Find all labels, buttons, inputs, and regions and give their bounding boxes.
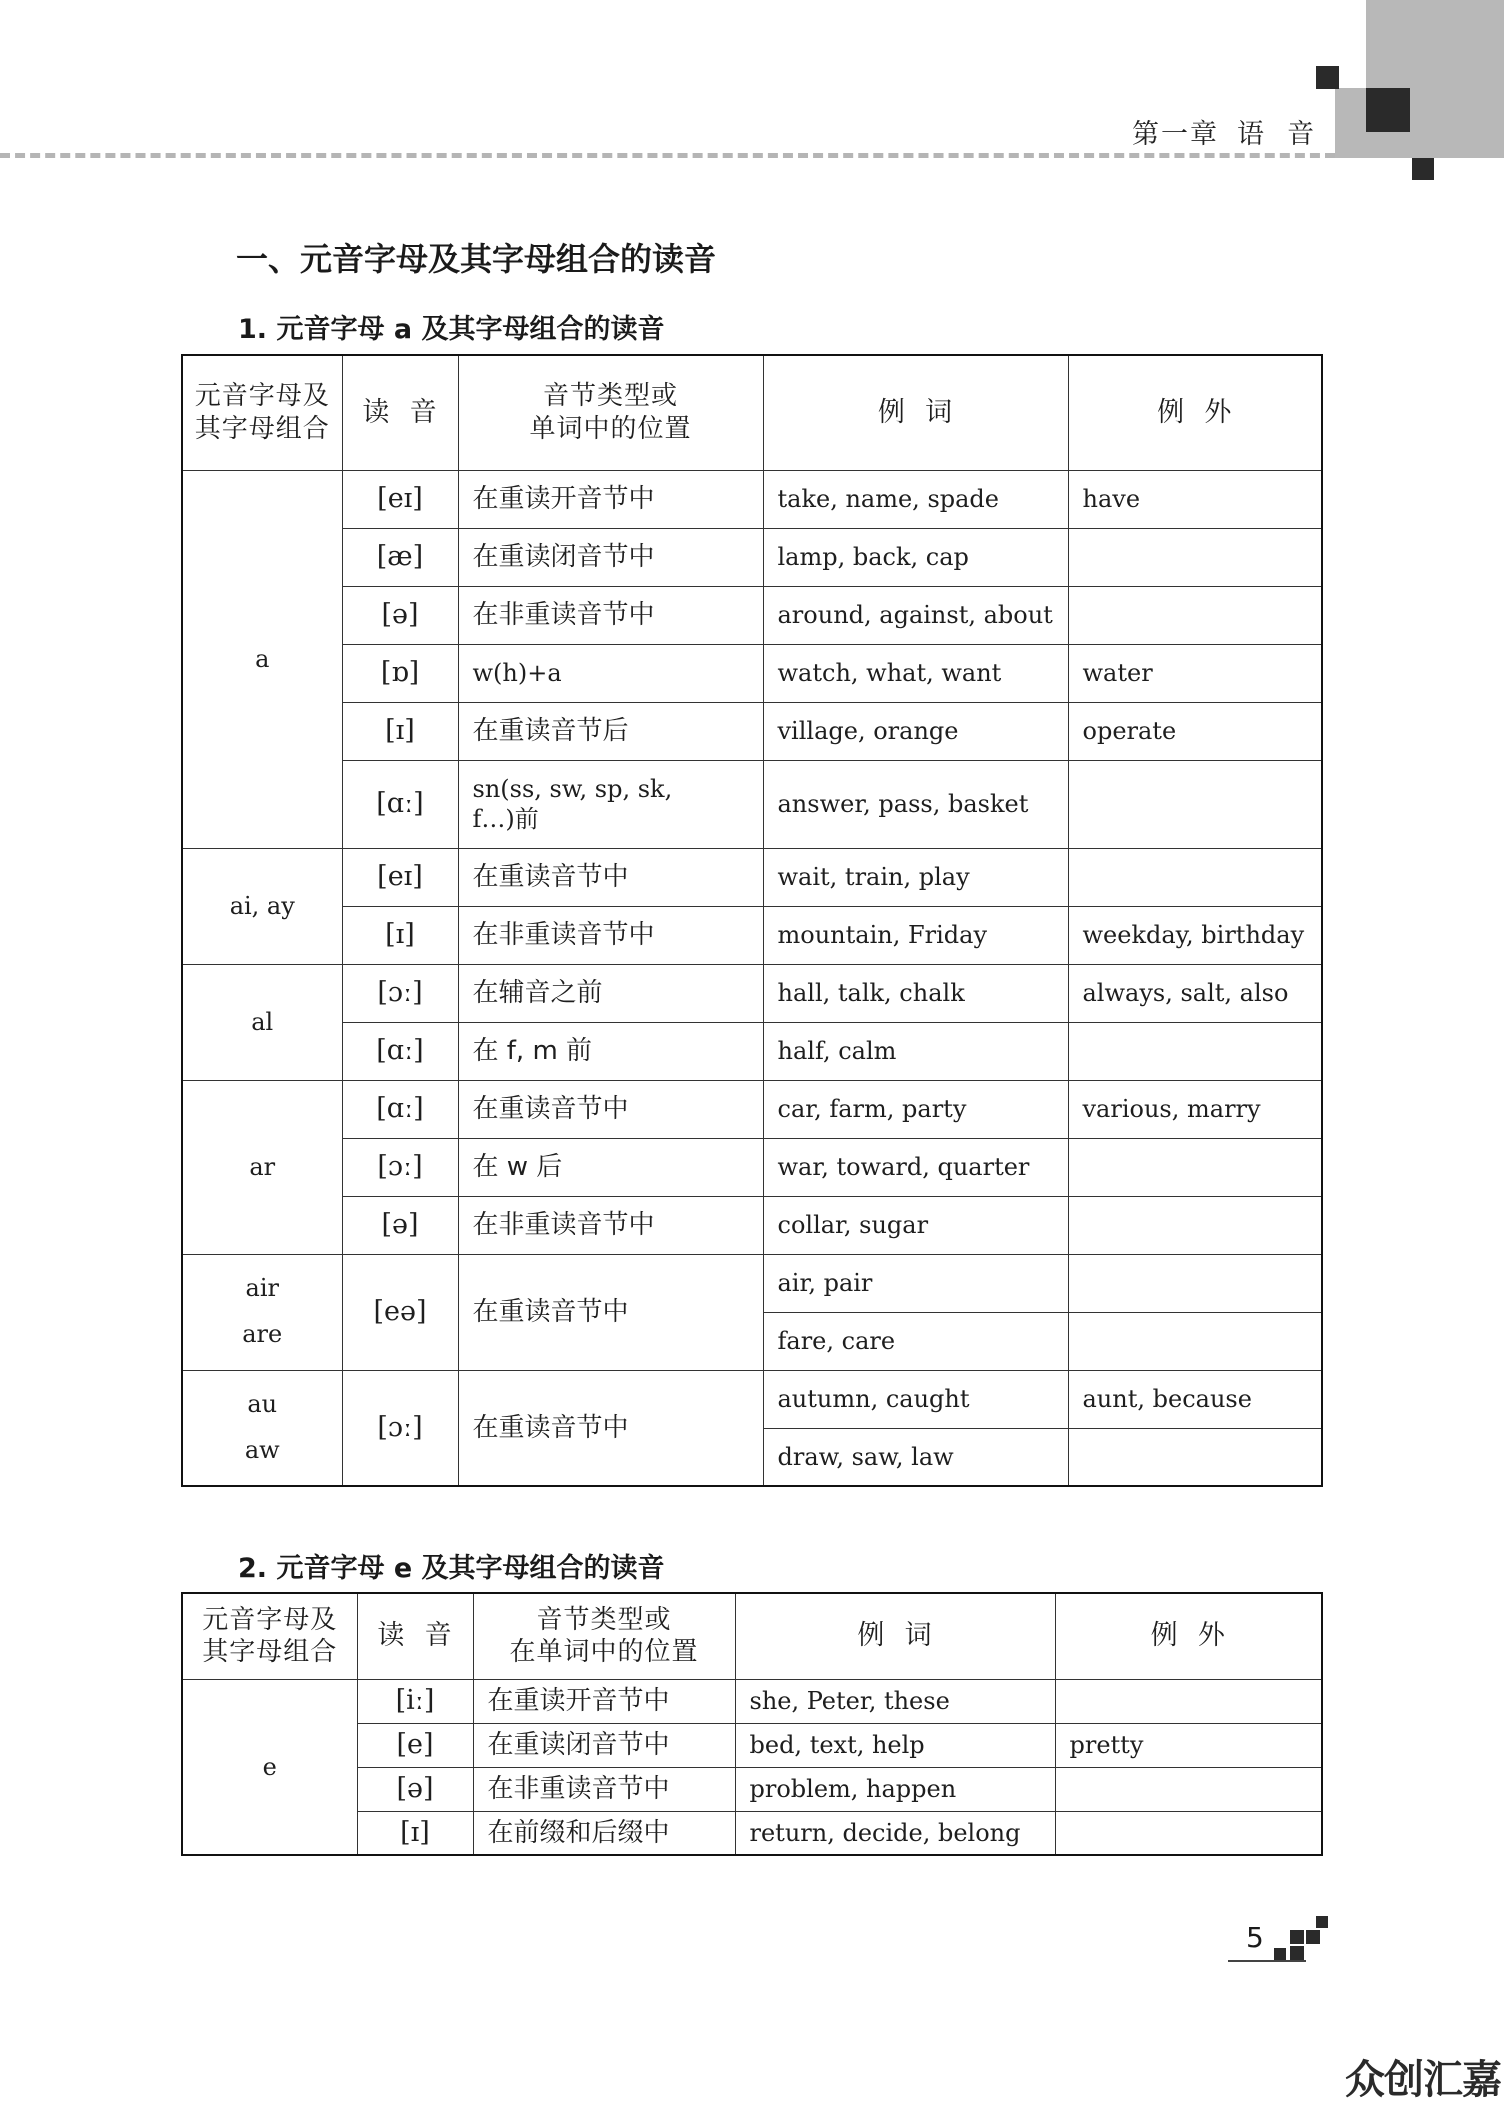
table-e-title: 2. 元音字母 e 及其字母组合的读音	[238, 1553, 665, 1584]
header-examples: 例 词	[763, 355, 1068, 470]
example-cell: wait, train, play	[763, 848, 1068, 906]
position-cell: 在重读音节中	[458, 1370, 763, 1486]
exception-cell: operate	[1068, 702, 1322, 760]
phonetic-cell: [ɪ]	[342, 702, 458, 760]
exception-cell	[1068, 1254, 1322, 1312]
example-cell: hall, talk, chalk	[763, 964, 1068, 1022]
position-cell: 在 w 后	[458, 1138, 763, 1196]
exception-cell: weekday, birthday	[1068, 906, 1322, 964]
phonetic-cell: [æ]	[342, 528, 458, 586]
position-cell: 在重读开音节中	[458, 470, 763, 528]
group-cell: ai, ay	[182, 848, 342, 964]
table-a	[181, 354, 1323, 1487]
phonetic-cell: [eɪ]	[342, 848, 458, 906]
example-cell: fare, care	[763, 1312, 1068, 1370]
header-position: 音节类型或 单词中的位置	[458, 355, 763, 470]
table-row	[182, 760, 1322, 848]
phonetic-cell: [ɔː]	[342, 964, 458, 1022]
group-cell: air are	[182, 1254, 342, 1370]
phonetic-cell: [ə]	[357, 1767, 473, 1811]
position-cell: w(h)+a	[458, 644, 763, 702]
exception-cell: pretty	[1055, 1723, 1322, 1767]
position-cell: 在非重读音节中	[458, 1196, 763, 1254]
footer-square-2	[1290, 1930, 1304, 1944]
position-cell: 在重读音节后	[458, 702, 763, 760]
example-cell: autumn, caught	[763, 1370, 1068, 1428]
example-cell: she, Peter, these	[735, 1679, 1055, 1723]
position-cell: 在重读音节中	[458, 1254, 763, 1370]
table-row	[182, 644, 1322, 702]
header-examples: 例 词	[735, 1593, 1055, 1679]
example-cell: car, farm, party	[763, 1080, 1068, 1138]
position-cell: 在重读开音节中	[473, 1679, 735, 1723]
phonetic-cell: [ɔː]	[342, 1370, 458, 1486]
footer-square-1	[1274, 1948, 1286, 1960]
table-row	[182, 1138, 1322, 1196]
phonetic-cell: [e]	[357, 1723, 473, 1767]
position-cell: 在重读音节中	[458, 1080, 763, 1138]
example-cell: village, orange	[763, 702, 1068, 760]
phonetic-cell: [ɒ]	[342, 644, 458, 702]
position-cell: sn(ss, sw, sp, sk, f…)前	[458, 760, 763, 848]
exception-cell	[1055, 1679, 1322, 1723]
example-cell: war, toward, quarter	[763, 1138, 1068, 1196]
example-cell: return, decide, belong	[735, 1811, 1055, 1855]
table-row	[182, 1022, 1322, 1080]
watermark: 众创汇嘉	[1345, 2057, 1501, 2103]
table-e-header-row	[182, 1593, 1322, 1679]
group-cell: au aw	[182, 1370, 342, 1486]
example-cell: watch, what, want	[763, 644, 1068, 702]
header-black-square-1	[1316, 66, 1339, 89]
chapter-label: 第一章	[1132, 119, 1219, 150]
exception-cell	[1068, 1196, 1322, 1254]
header-pronunciation: 读 音	[357, 1593, 473, 1679]
table-row	[182, 1370, 1322, 1428]
example-cell: air, pair	[763, 1254, 1068, 1312]
position-cell: 在前缀和后缀中	[473, 1811, 735, 1855]
phonetic-cell: [eə]	[342, 1254, 458, 1370]
exception-cell	[1055, 1811, 1322, 1855]
section-title: 一、元音字母及其字母组合的读音	[236, 240, 717, 278]
exception-cell	[1068, 848, 1322, 906]
example-cell: draw, saw, law	[763, 1428, 1068, 1486]
position-cell: 在辅音之前	[458, 964, 763, 1022]
group-cell: a	[182, 470, 342, 848]
table-row	[182, 1679, 1322, 1723]
table-row	[182, 528, 1322, 586]
position-cell: 在 f, m 前	[458, 1022, 763, 1080]
position-cell: 在重读闭音节中	[473, 1723, 735, 1767]
exception-cell: aunt, because	[1068, 1370, 1322, 1428]
header-position: 音节类型或 在单词中的位置	[473, 1593, 735, 1679]
exception-cell	[1055, 1767, 1322, 1811]
header-letter: 元音字母及 其字母组合	[182, 355, 342, 470]
footer-square-5	[1316, 1916, 1328, 1928]
phonetic-cell: [eɪ]	[342, 470, 458, 528]
header-dashed-rule	[0, 153, 1335, 158]
exception-cell: always, salt, also	[1068, 964, 1322, 1022]
table-row	[182, 906, 1322, 964]
position-cell: 在非重读音节中	[458, 906, 763, 964]
header-letter: 元音字母及 其字母组合	[182, 1593, 357, 1679]
table-row	[182, 586, 1322, 644]
exception-cell	[1068, 760, 1322, 848]
header-exceptions: 例 外	[1068, 355, 1322, 470]
phonetic-cell: [ɑː]	[342, 1080, 458, 1138]
group-cell: e	[182, 1679, 357, 1855]
exception-cell: various, marry	[1068, 1080, 1322, 1138]
example-cell: lamp, back, cap	[763, 528, 1068, 586]
exception-cell: water	[1068, 644, 1322, 702]
phonetic-cell: [ɪ]	[357, 1811, 473, 1855]
exception-cell	[1068, 1138, 1322, 1196]
exception-cell	[1068, 528, 1322, 586]
header-black-square-3	[1412, 158, 1434, 180]
chapter-name: 语 音	[1237, 119, 1317, 150]
header-gray-block	[1366, 0, 1504, 158]
phonetic-cell: [ɪ]	[342, 906, 458, 964]
phonetic-cell: [ə]	[342, 1196, 458, 1254]
position-cell: 在重读音节中	[458, 848, 763, 906]
table-row	[182, 1080, 1322, 1138]
page-number: 5	[1246, 1921, 1264, 1954]
exception-cell	[1068, 1022, 1322, 1080]
phonetic-cell: [ɑː]	[342, 760, 458, 848]
example-cell: half, calm	[763, 1022, 1068, 1080]
example-cell: bed, text, help	[735, 1723, 1055, 1767]
example-cell: problem, happen	[735, 1767, 1055, 1811]
table-row	[182, 702, 1322, 760]
example-cell: collar, sugar	[763, 1196, 1068, 1254]
header-exceptions: 例 外	[1055, 1593, 1322, 1679]
table-row	[182, 848, 1322, 906]
table-a-title: 1. 元音字母 a 及其字母组合的读音	[238, 314, 665, 345]
group-cell: al	[182, 964, 342, 1080]
exception-cell: have	[1068, 470, 1322, 528]
phonetic-cell: [ɔː]	[342, 1138, 458, 1196]
table-row	[182, 1196, 1322, 1254]
table-row	[182, 964, 1322, 1022]
example-cell: take, name, spade	[763, 470, 1068, 528]
page-number-rule	[1228, 1960, 1306, 1962]
phonetic-cell: [iː]	[357, 1679, 473, 1723]
table-row	[182, 470, 1322, 528]
position-cell: 在重读闭音节中	[458, 528, 763, 586]
example-cell: mountain, Friday	[763, 906, 1068, 964]
position-cell: 在非重读音节中	[458, 586, 763, 644]
example-cell: around, against, about	[763, 586, 1068, 644]
example-cell: answer, pass, basket	[763, 760, 1068, 848]
header-black-square-2	[1366, 88, 1410, 132]
footer-square-4	[1306, 1930, 1320, 1944]
header-pronunciation: 读 音	[342, 355, 458, 470]
exception-cell	[1068, 1312, 1322, 1370]
footer-square-3	[1290, 1946, 1304, 1960]
table-a-header-row	[182, 355, 1322, 470]
phonetic-cell: [ə]	[342, 586, 458, 644]
position-cell: 在非重读音节中	[473, 1767, 735, 1811]
exception-cell	[1068, 1428, 1322, 1486]
phonetic-cell: [ɑː]	[342, 1022, 458, 1080]
table-row	[182, 1254, 1322, 1312]
table-e	[181, 1592, 1323, 1856]
chapter-header	[1132, 112, 1316, 151]
exception-cell	[1068, 586, 1322, 644]
group-cell: ar	[182, 1080, 342, 1254]
